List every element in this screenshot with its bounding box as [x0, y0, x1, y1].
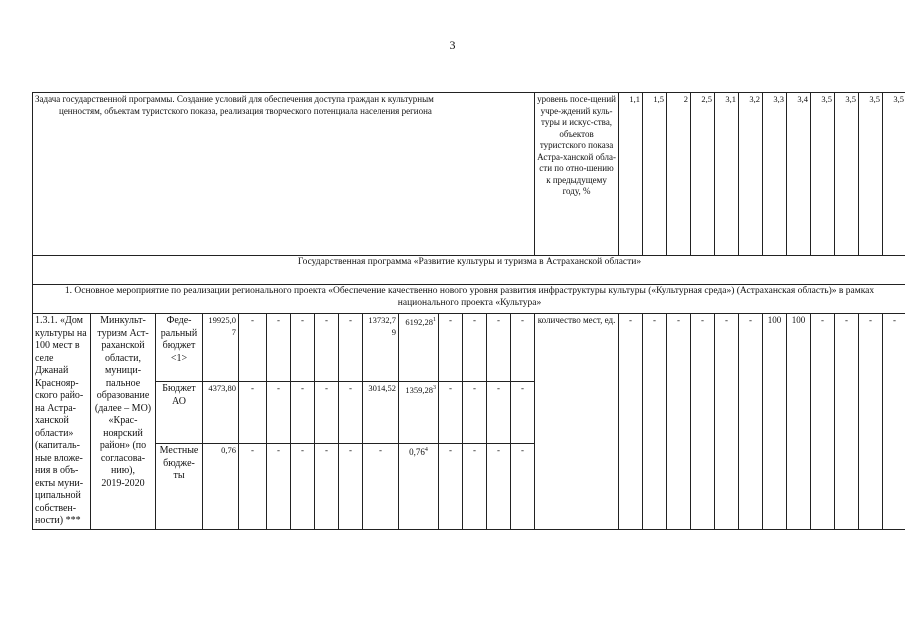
source-value: -	[239, 314, 267, 382]
task-row	[33, 93, 905, 256]
activity-title: 1. Основное мероприятие по реализации регионального проекта «Обеспечение качественно нового уровня развития инфраструктуры культуры («Культурная среда») (Астраханская область)» в рамках национального проекта «Культура»	[33, 285, 905, 314]
footnote-mark: 4	[424, 447, 428, 454]
program-table	[32, 92, 905, 530]
source-row-federal	[33, 314, 905, 382]
source-value: -	[511, 314, 535, 382]
source-value: -	[339, 382, 363, 444]
project-indicator: количество мест, ед.	[535, 314, 619, 530]
source-value: -	[291, 314, 315, 382]
project-name: 1.3.1. «Дом культуры на 100 мест в селе Джанай Краснояр-ского райо-на Астра-ханской области» (капиталь-ные вложе-ния в объ-екты муни-ципальной собствен-ности) ***	[33, 314, 91, 530]
task-value: 3,2	[739, 93, 763, 256]
indicator-value: -	[883, 314, 905, 530]
task-value: 1,1	[619, 93, 643, 256]
source-name: Местные бюдже-ты	[156, 444, 203, 529]
source-value-noted	[399, 444, 439, 529]
source-value: -	[339, 314, 363, 382]
source-value: -	[315, 444, 339, 529]
source-value: -	[487, 382, 511, 444]
project-executor	[91, 314, 156, 530]
task-cell	[33, 93, 535, 256]
source-value-text: 0,76	[409, 447, 425, 458]
task-indicator: уровень посе-щений учре-ждений куль-туры и искус-ства, объектов туристского показа Астра-ханской обла-сти по отно-шению к предыдущему году, %	[535, 93, 619, 256]
source-value: -	[463, 314, 487, 382]
footnote-mark: 3	[433, 385, 436, 392]
program-row	[33, 256, 905, 285]
indicator-value: -	[859, 314, 883, 530]
source-value: -	[363, 444, 399, 529]
indicator-value: -	[691, 314, 715, 530]
source-value: 13732,79	[363, 314, 399, 382]
project-period: 2019-2020	[101, 477, 145, 489]
indicator-value: -	[811, 314, 835, 530]
page-number: 3	[449, 38, 456, 52]
source-value: -	[267, 444, 291, 529]
source-value: -	[439, 314, 463, 382]
task-text-line2: ценностям, объектам туристского показа, реализация творческого потенциала населения региона	[59, 105, 432, 116]
task-value: 2	[667, 93, 691, 256]
task-value: 3,5	[859, 93, 883, 256]
source-value-text: 6192,28	[405, 316, 433, 327]
indicator-value: -	[619, 314, 643, 530]
task-value: 3,1	[715, 93, 739, 256]
task-text-line1: Задача государственной программы. Создание условий для обеспечения доступа граждан к культурным	[35, 94, 434, 104]
task-value: 3,3	[763, 93, 787, 256]
source-value: -	[511, 382, 535, 444]
footnote-mark: 1	[433, 317, 436, 323]
program-title: Государственная программа «Развитие культуры и туризма в Астраханской области»	[33, 256, 905, 285]
source-name: Бюджет АО	[156, 382, 203, 444]
source-value: -	[463, 444, 487, 529]
source-value: -	[315, 382, 339, 444]
task-value: 3,5	[835, 93, 859, 256]
task-value: 3,4	[787, 93, 811, 256]
project-executor-text: Минкульт-туризм Аст-раханской области, муници-пальное образование (далее – МО) «Крас-ноярский район» (по согласова-нию),	[94, 315, 152, 476]
indicator-value: 100	[787, 314, 811, 530]
indicator-value: -	[715, 314, 739, 530]
source-value: -	[291, 444, 315, 529]
source-value: -	[239, 444, 267, 529]
task-value: 3,5	[811, 93, 835, 256]
source-name: Феде-ральный бюджет <1>	[156, 314, 203, 382]
activity-row	[33, 285, 905, 314]
source-value: -	[267, 314, 291, 382]
source-value: -	[463, 382, 487, 444]
task-value: 1,5	[643, 93, 667, 256]
indicator-value: -	[739, 314, 763, 530]
source-value: -	[267, 382, 291, 444]
source-value: -	[487, 444, 511, 529]
source-value: -	[315, 314, 339, 382]
source-value-noted	[399, 382, 439, 444]
task-value: 3,5	[883, 93, 905, 256]
source-value-text: 1359,28	[405, 385, 433, 396]
indicator-value: -	[835, 314, 859, 530]
source-value: -	[291, 382, 315, 444]
source-value: -	[439, 382, 463, 444]
source-value: -	[439, 444, 463, 529]
source-value: -	[239, 382, 267, 444]
source-value: -	[511, 444, 535, 529]
source-total: 4373,80	[203, 382, 239, 444]
indicator-value: 100	[763, 314, 787, 530]
indicator-value: -	[667, 314, 691, 530]
source-value-noted	[399, 314, 439, 382]
task-value: 2,5	[691, 93, 715, 256]
source-value: 3014,52	[363, 382, 399, 444]
source-total: 19925,07	[203, 314, 239, 382]
source-value: -	[487, 314, 511, 382]
source-value: -	[339, 444, 363, 529]
indicator-value: -	[643, 314, 667, 530]
source-total: 0,76	[203, 444, 239, 529]
